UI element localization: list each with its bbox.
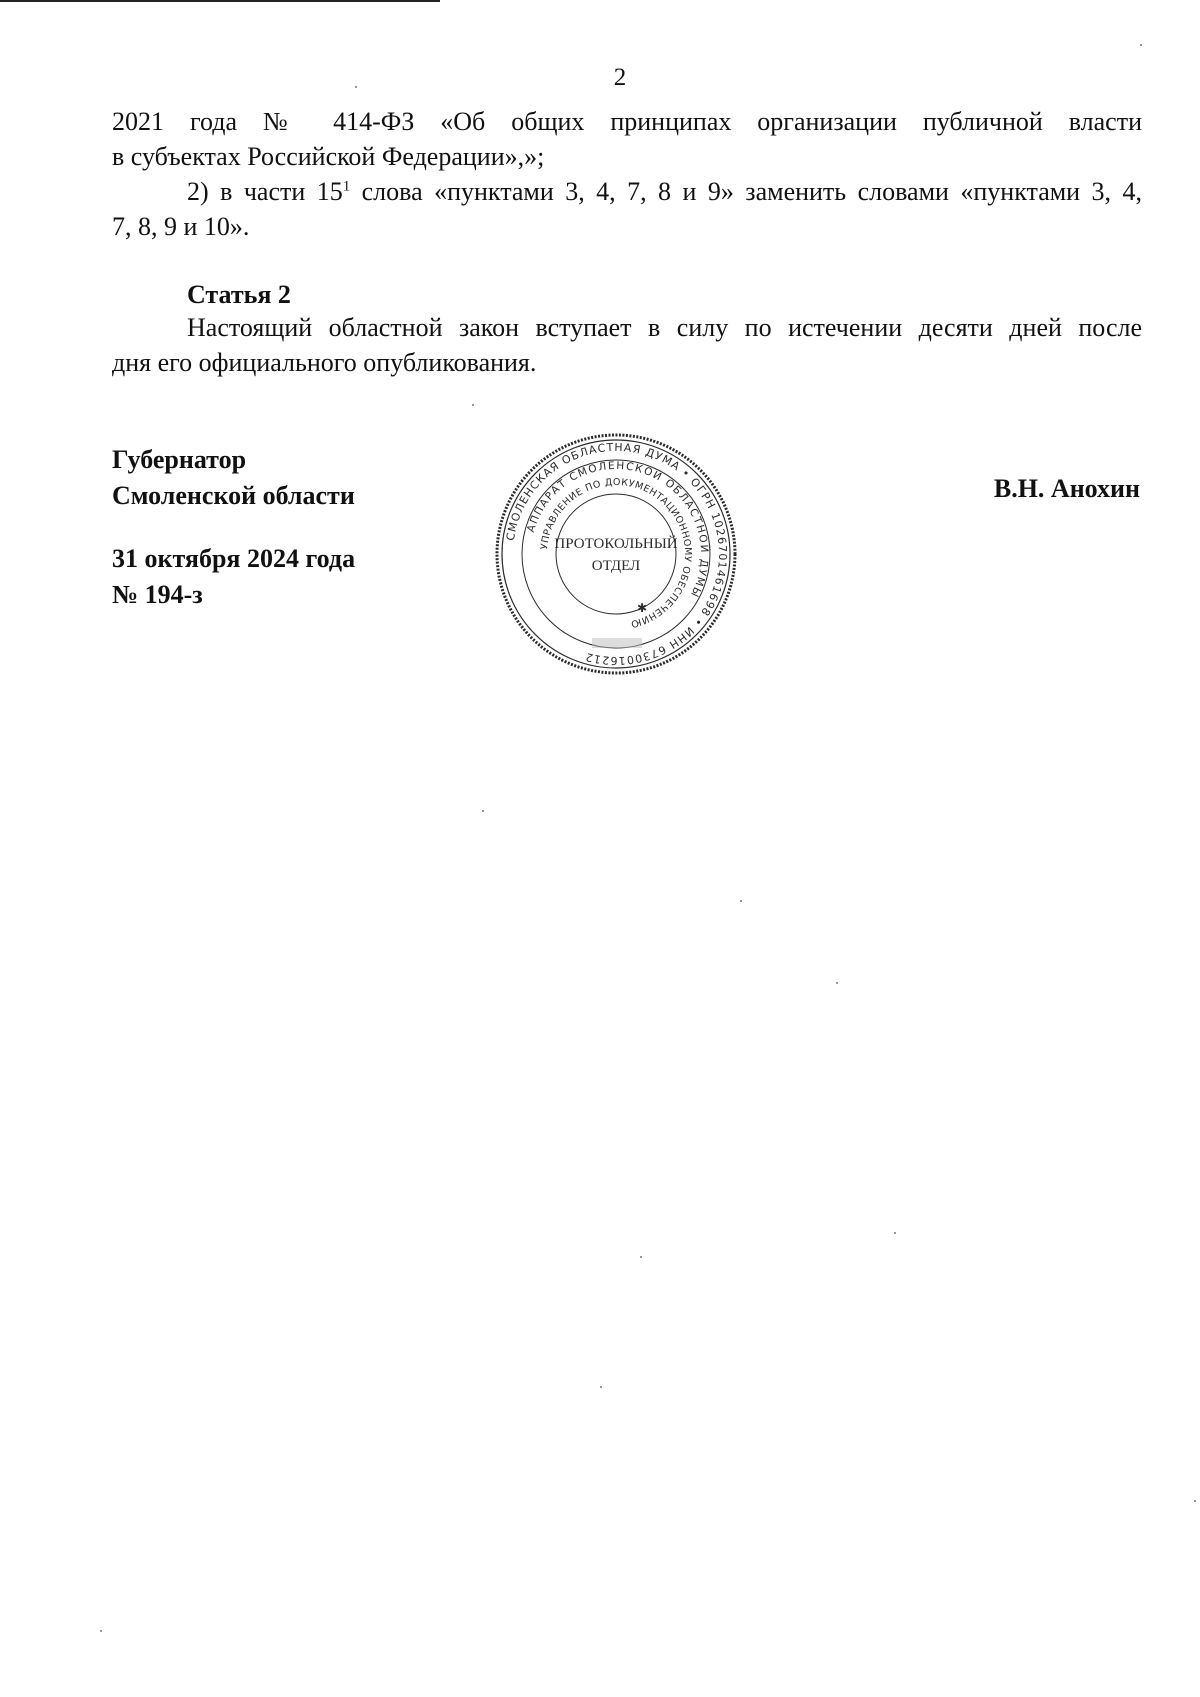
scan-speck — [1194, 1500, 1196, 1502]
article2-body — [112, 310, 1142, 380]
item2-text-part2: слова «пунктами 3, 4, 7, 8 и 9» заменить словами «пунктами 3, 4, — [350, 177, 1142, 206]
position-line1: Губернатор — [112, 445, 247, 474]
scan-speck — [355, 86, 357, 88]
scan-speck — [640, 1256, 642, 1258]
article1-line2: в субъектах Российской Федерации»,»; — [112, 142, 545, 171]
article1-continuation — [112, 104, 1142, 244]
scan-speck — [836, 982, 838, 984]
scan-speck — [894, 1232, 896, 1234]
item2-text-part1: 2) в части 15 — [187, 177, 343, 206]
article1-item2-line2: 7, 8, 9 и 10». — [112, 212, 250, 241]
position-line2: Смоленской области — [112, 481, 355, 510]
seal-star-icon: ✱ — [636, 601, 648, 615]
article2-heading: Статья 2 — [187, 280, 291, 309]
seal-outer-text: СМОЛЕНСКАЯ ОБЛАСТНАЯ ДУМА • ОГРН 1026701461698 • ИНН 6730016212 — [503, 440, 730, 668]
article2-line1: Настоящий областной закон вступает в силу по истечении десяти дней после — [187, 313, 1142, 342]
seal-inner-text: УПРАВЛЕНИЕ ПО ДОКУМЕНТАЦИОННОМУ ОБЕСПЕЧЕНИЮ — [539, 476, 694, 630]
article1-item2 — [112, 174, 1142, 209]
scan-speck — [100, 1630, 102, 1632]
law-date-number — [112, 541, 355, 613]
scan-speck — [482, 810, 484, 812]
seal-center-line1: ПРОТОКОЛЬНЫЙ — [554, 536, 678, 552]
article2-line2: дня его официального опубликования. — [112, 348, 537, 377]
page-number: 2 — [613, 64, 627, 91]
official-seal — [492, 430, 740, 678]
law-number: № 194-з — [112, 580, 203, 609]
scan-speck — [740, 900, 742, 902]
scan-speck — [472, 404, 474, 406]
signatory-name: В.Н. Анохин — [993, 474, 1140, 503]
item2-superscript: 1 — [342, 178, 351, 195]
law-date: 31 октября 2024 года — [112, 544, 356, 573]
top-rule — [0, 0, 440, 2]
signatory-position — [112, 442, 355, 514]
scan-speck — [600, 1386, 602, 1388]
seal-worn-patch — [592, 638, 642, 648]
article1-line1: 2021 года № 414-ФЗ «Об общих принципах организации публичной власти — [112, 107, 1142, 136]
scan-speck — [1140, 44, 1142, 46]
seal-middle-text: АППАРАТ СМОЛЕНСКОЙ ОБЛАСТНОЙ ДУМЫ — [524, 459, 711, 600]
seal-center-line2: ОТДЕЛ — [591, 558, 641, 574]
